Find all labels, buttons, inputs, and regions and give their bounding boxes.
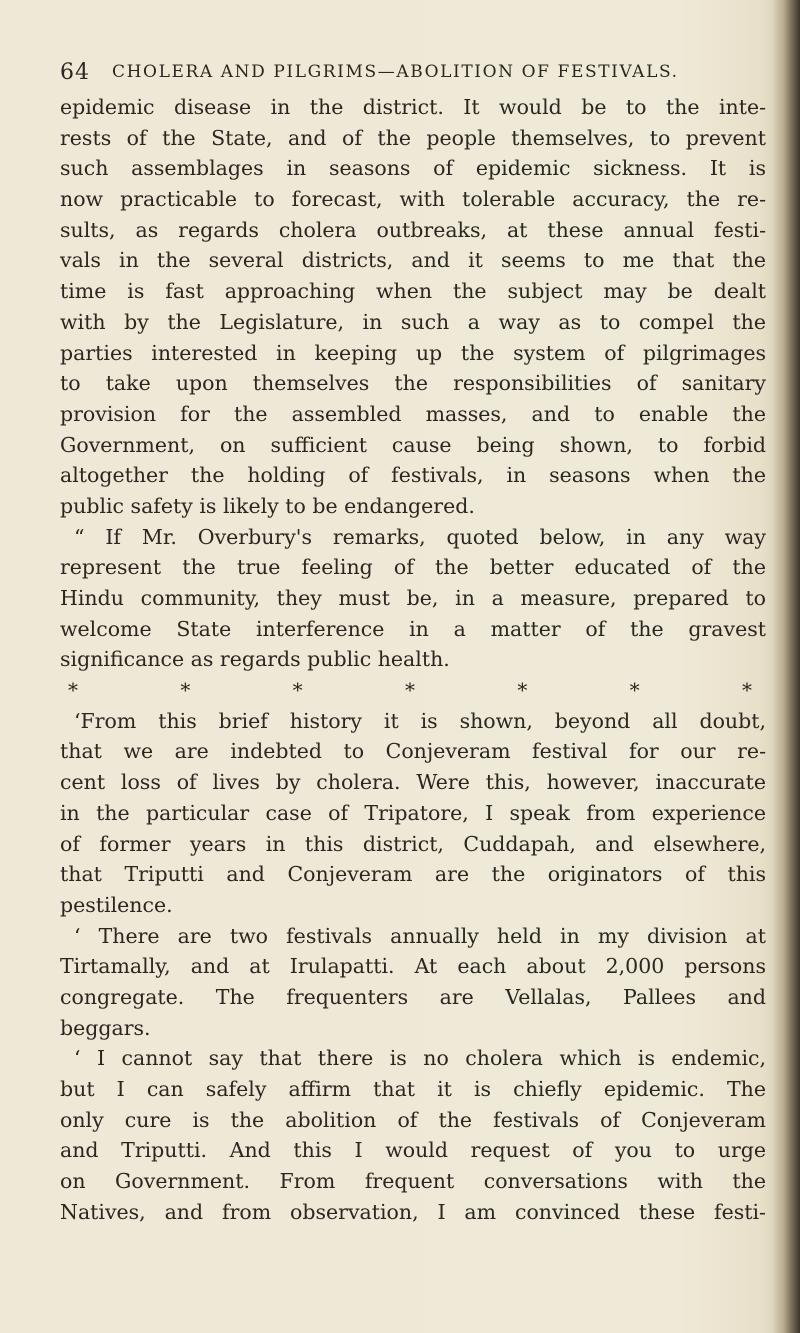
text-line: now practicable to forecast, with tolerable accuracy, the re- bbox=[60, 187, 766, 212]
asterisk: * bbox=[180, 678, 191, 703]
asterisk: * bbox=[629, 678, 640, 703]
running-head: CHOLERA AND PILGRIMS—ABOLITION OF FESTIVALS. bbox=[112, 62, 679, 82]
page-header bbox=[60, 55, 760, 89]
text-line: public safety is likely to be endangered. bbox=[60, 493, 475, 518]
text-line: Hindu community, they must be, in a measure, prepared to bbox=[60, 586, 766, 610]
text-line: sults, as regards cholera outbreaks, at these annual festi- bbox=[60, 217, 766, 242]
text-line: congregate. The frequenters are Vellalas, Pallees and bbox=[60, 984, 766, 1009]
body-text bbox=[60, 92, 766, 1227]
text-line: that we are indebted to Conjeveram festival for our re- bbox=[60, 739, 766, 764]
text-line: cent loss of lives by cholera. Were this, however, inaccurate bbox=[60, 770, 766, 795]
text-line: epidemic disease in the district. It would be to the inte- bbox=[60, 95, 766, 119]
text-line: of former years in this district, Cuddapah, and elsewhere, bbox=[60, 831, 766, 856]
page-number: 64 bbox=[60, 59, 90, 85]
text-line: altogether the holding of festivals, in seasons when the bbox=[60, 463, 766, 488]
text-line: ‘ I cannot say that there is no cholera which is endemic, bbox=[74, 1046, 766, 1071]
text-line: “ If Mr. Overbury's remarks, quoted below, in any way bbox=[74, 524, 766, 549]
text-line: significance as regards public health. bbox=[60, 647, 450, 672]
asterisk: * bbox=[517, 678, 528, 703]
text-line: provision for the assembled masses, and to enable the bbox=[60, 401, 766, 426]
text-line: that Triputti and Conjeveram are the originators of this bbox=[60, 862, 766, 887]
text-line: Natives, and from observation, I am convinced these festi- bbox=[60, 1199, 766, 1224]
asterisk-separator bbox=[60, 675, 766, 706]
text-line: ‘From this brief history it is shown, beyond all doubt, bbox=[74, 708, 766, 733]
text-line: but I can safely affirm that it is chiefly epidemic. The bbox=[60, 1077, 766, 1101]
text-line: only cure is the abolition of the festivals of Conjeveram bbox=[60, 1107, 766, 1132]
text-line: Government, on sufficient cause being shown, to forbid bbox=[60, 432, 766, 457]
text-line: in the particular case of Tripatore, I speak from experience bbox=[60, 800, 766, 825]
asterisk: * bbox=[68, 678, 78, 703]
text-line: with by the Legislature, in such a way as to compel the bbox=[60, 309, 766, 334]
asterisk: * bbox=[741, 678, 752, 703]
asterisk: * bbox=[404, 678, 415, 703]
text-line: pestilence. bbox=[60, 892, 173, 917]
text-line: Tirtamally, and at Irulapatti. At each about 2,000 persons bbox=[60, 954, 766, 979]
text-line: on Government. From frequent conversations with the bbox=[60, 1169, 766, 1194]
text-line: welcome State interference in a matter of the gravest bbox=[60, 616, 766, 641]
text-line: rests of the State, and of the people themselves, to prevent bbox=[60, 125, 766, 150]
text-line: and Triputti. And this I would request of you to urge bbox=[60, 1138, 766, 1163]
text-line: represent the true feeling of the better educated of the bbox=[60, 555, 766, 580]
text-line: beggars. bbox=[60, 1015, 151, 1040]
text-line: vals in the several districts, and it seems to me that the bbox=[60, 248, 766, 273]
text-line: parties interested in keeping up the system of pilgrimages bbox=[60, 340, 766, 365]
text-line: time is fast approaching when the subject may be dealt bbox=[60, 279, 766, 304]
text-line: to take upon themselves the responsibilities of sanitary bbox=[60, 371, 766, 396]
text-line: such assemblages in seasons of epidemic sickness. It is bbox=[60, 156, 766, 181]
page-edge-shadow bbox=[772, 0, 800, 1333]
asterisk: * bbox=[292, 678, 303, 703]
text-line: ‘ There are two festivals annually held in my division at bbox=[74, 923, 766, 948]
